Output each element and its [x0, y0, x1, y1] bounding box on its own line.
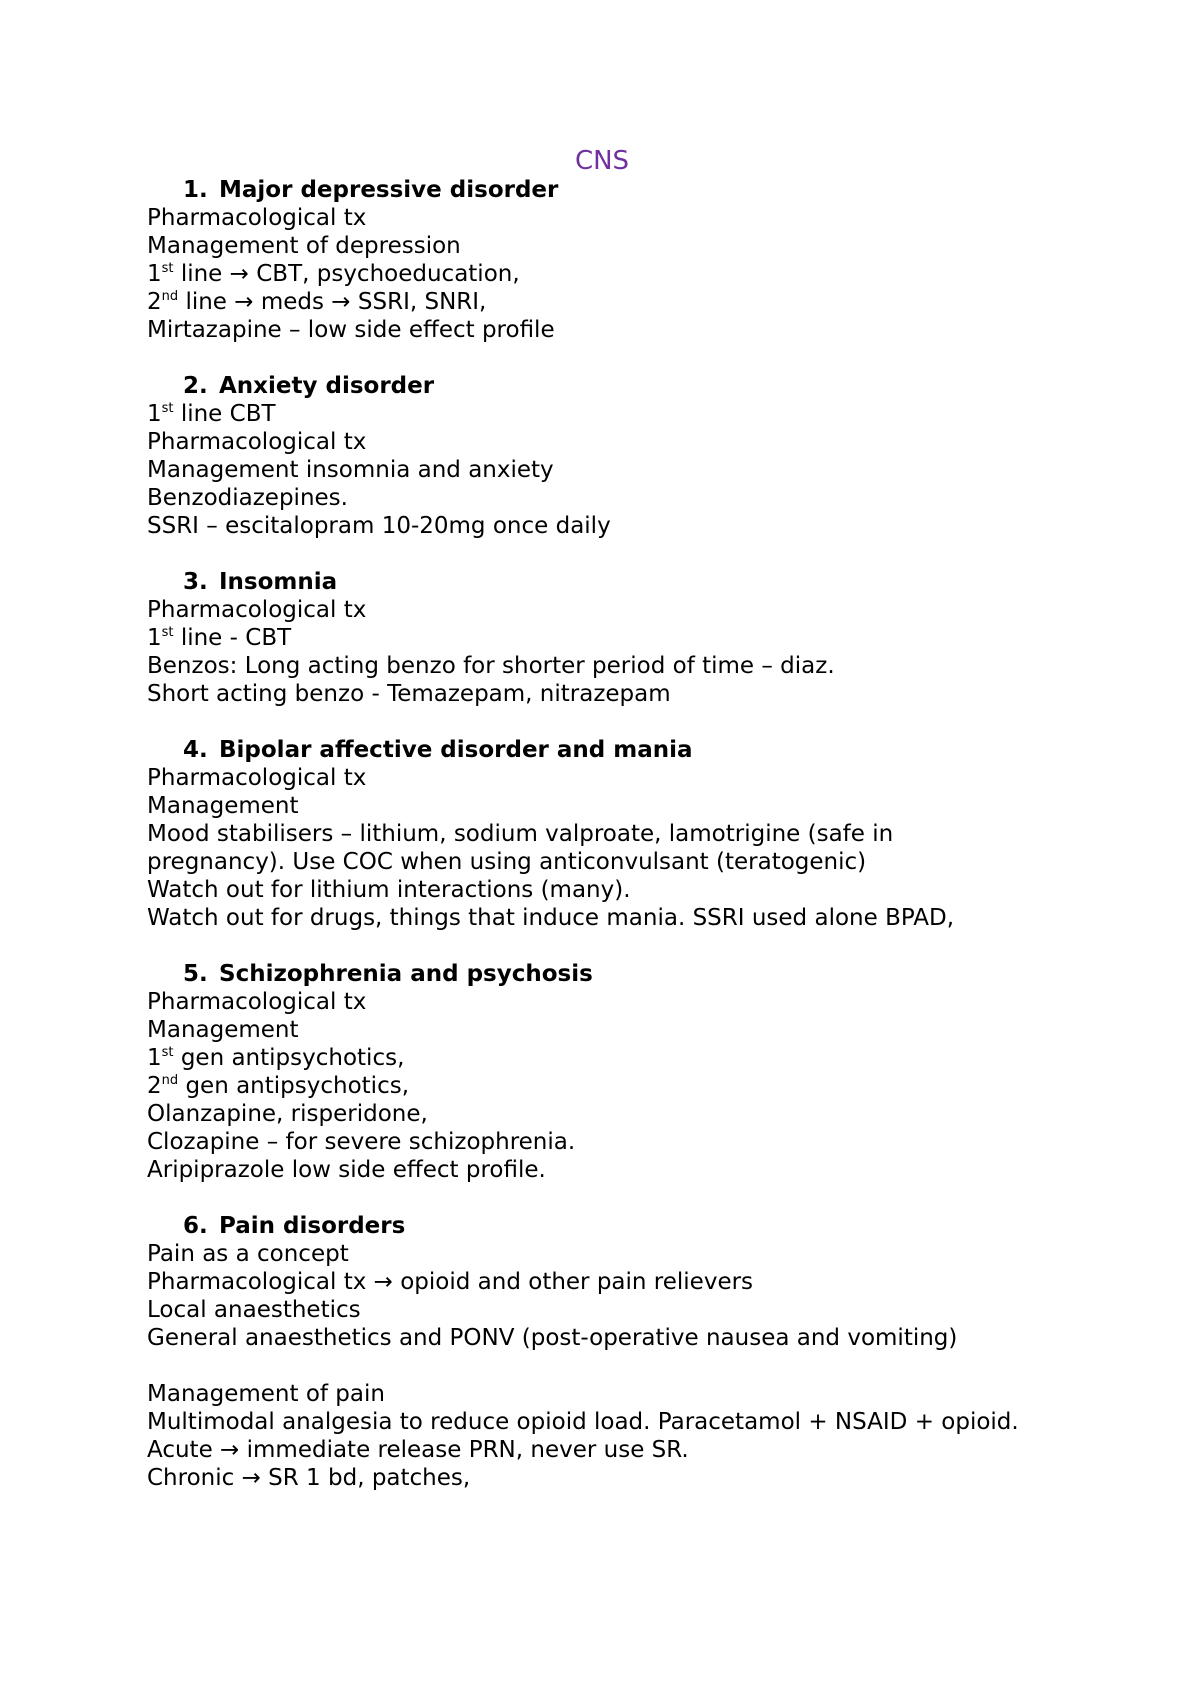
ordinal-number: 1: [147, 625, 162, 651]
text-line: [147, 204, 1027, 232]
line-text: gen antipsychotics,: [173, 1045, 405, 1071]
text-line: [147, 232, 1027, 260]
section: [147, 1212, 1140, 1492]
text-line: [147, 1268, 1027, 1296]
line-text: line CBT: [173, 401, 276, 427]
ordinal-suffix: st: [161, 625, 174, 640]
text-line: [147, 1380, 1027, 1408]
ordinal-number: 2: [147, 289, 162, 315]
section-heading-text: Anxiety disorder: [219, 373, 435, 399]
section-heading-text: Bipolar affective disorder and mania: [219, 737, 693, 763]
ordinal-number: 1: [147, 261, 162, 287]
text-line: [147, 1044, 1027, 1072]
line-text: Mood stabilisers – lithium, sodium valproate, lamotrigine (safe in pregnancy). Use COC when using anticonvulsant (teratogenic): [147, 821, 901, 875]
text-line: [147, 596, 1027, 624]
section-number: 4.: [183, 737, 208, 763]
text-line: [147, 1408, 1027, 1436]
section-number: 6.: [183, 1213, 208, 1239]
line-text: Mirtazapine – low side effect profile: [147, 317, 555, 343]
text-line: [147, 484, 1027, 512]
text-line: [147, 260, 1027, 288]
line-text: Management: [147, 793, 299, 819]
line-text: Pharmacological tx: [147, 765, 367, 791]
text-line: [147, 1436, 1027, 1464]
document-title: CNS: [574, 146, 630, 176]
line-text: SSRI – escitalopram 10-20mg once daily: [147, 513, 611, 539]
section: [147, 736, 1140, 932]
line-text: Watch out for lithium interactions (many).: [147, 877, 631, 903]
text-line: [147, 764, 1027, 792]
blank-line: [147, 1352, 1140, 1380]
line-text: Watch out for drugs, things that induce mania. SSRI used alone BPAD,: [147, 905, 954, 931]
text-line: [147, 988, 1027, 1016]
text-line: [147, 680, 1027, 708]
text-line: [147, 1324, 1027, 1352]
line-text: Benzodiazepines.: [147, 485, 348, 511]
section: [147, 176, 1140, 344]
text-line: [147, 288, 1027, 316]
line-text: Acute → immediate release PRN, never use SR.: [147, 1437, 689, 1463]
line-text: Aripiprazole low side effect profile.: [147, 1157, 546, 1183]
section: [147, 960, 1140, 1184]
line-text: Pharmacological tx: [147, 989, 367, 1015]
line-text: Management of pain: [147, 1381, 385, 1407]
text-line: [147, 428, 1027, 456]
ordinal-suffix: nd: [161, 289, 179, 304]
text-line: [147, 1100, 1027, 1128]
ordinal-number: 1: [147, 1045, 162, 1071]
section-heading: [147, 736, 1140, 764]
text-line: [147, 512, 1027, 540]
text-line: [147, 400, 1027, 428]
line-text: General anaesthetics and PONV (post-operative nausea and vomiting): [147, 1325, 958, 1351]
section: [147, 568, 1140, 708]
line-text: Local anaesthetics: [147, 1297, 361, 1323]
section-number: 1.: [183, 177, 208, 203]
text-line: [147, 456, 1027, 484]
section-heading-text: Schizophrenia and psychosis: [219, 961, 593, 987]
ordinal-suffix: st: [161, 261, 174, 276]
ordinal-number: 2: [147, 1073, 162, 1099]
text-line: [147, 316, 1027, 344]
text-line: [147, 1296, 1027, 1324]
line-text: gen antipsychotics,: [178, 1073, 410, 1099]
line-text: Management of depression: [147, 233, 461, 259]
line-text: Short acting benzo - Temazepam, nitrazepam: [147, 681, 671, 707]
section-number: 2.: [183, 373, 208, 399]
text-line: [147, 1016, 1027, 1044]
line-text: Pharmacological tx: [147, 205, 367, 231]
line-text: Management: [147, 1017, 299, 1043]
ordinal-suffix: nd: [161, 1073, 179, 1088]
text-line: [147, 1156, 1027, 1184]
line-text: line → meds → SSRI, SNRI,: [178, 289, 487, 315]
line-text: Pharmacological tx → opioid and other pain relievers: [147, 1269, 754, 1295]
text-line: [147, 876, 1027, 904]
ordinal-suffix: st: [161, 1045, 174, 1060]
section-heading: [147, 568, 1140, 596]
text-line: [147, 1464, 1027, 1492]
ordinal-suffix: st: [161, 401, 174, 416]
section-heading: [147, 372, 1140, 400]
section-number: 3.: [183, 569, 208, 595]
text-line: [147, 1072, 1027, 1100]
line-text: line → CBT, psychoeducation,: [173, 261, 520, 287]
section: [147, 372, 1140, 540]
line-text: Pharmacological tx: [147, 597, 367, 623]
line-text: Olanzapine, risperidone,: [147, 1101, 428, 1127]
text-line: [147, 624, 1027, 652]
text-line: [147, 652, 1027, 680]
sections-container: [147, 176, 1140, 1492]
line-text: Benzos: Long acting benzo for shorter period of time – diaz.: [147, 653, 835, 679]
line-text: Pharmacological tx: [147, 429, 367, 455]
ordinal-number: 1: [147, 401, 162, 427]
line-text: Pain as a concept: [147, 1241, 349, 1267]
line-text: Clozapine – for severe schizophrenia.: [147, 1129, 576, 1155]
section-heading: [147, 960, 1140, 988]
text-line: [147, 1128, 1027, 1156]
text-line: [147, 904, 1027, 932]
section-heading-text: Insomnia: [219, 569, 338, 595]
text-line: [147, 820, 1027, 876]
section-number: 5.: [183, 961, 208, 987]
line-text: Management insomnia and anxiety: [147, 457, 554, 483]
line-text: Multimodal analgesia to reduce opioid load. Paracetamol + NSAID + opioid.: [147, 1409, 1019, 1435]
section-heading-text: Major depressive disorder: [219, 177, 559, 203]
text-line: [147, 792, 1027, 820]
line-text: line - CBT: [173, 625, 292, 651]
line-text: Chronic → SR 1 bd, patches,: [147, 1465, 471, 1491]
text-line: [147, 1240, 1027, 1268]
section-heading: [147, 176, 1140, 204]
section-heading: [147, 1212, 1140, 1240]
section-heading-text: Pain disorders: [219, 1213, 406, 1239]
